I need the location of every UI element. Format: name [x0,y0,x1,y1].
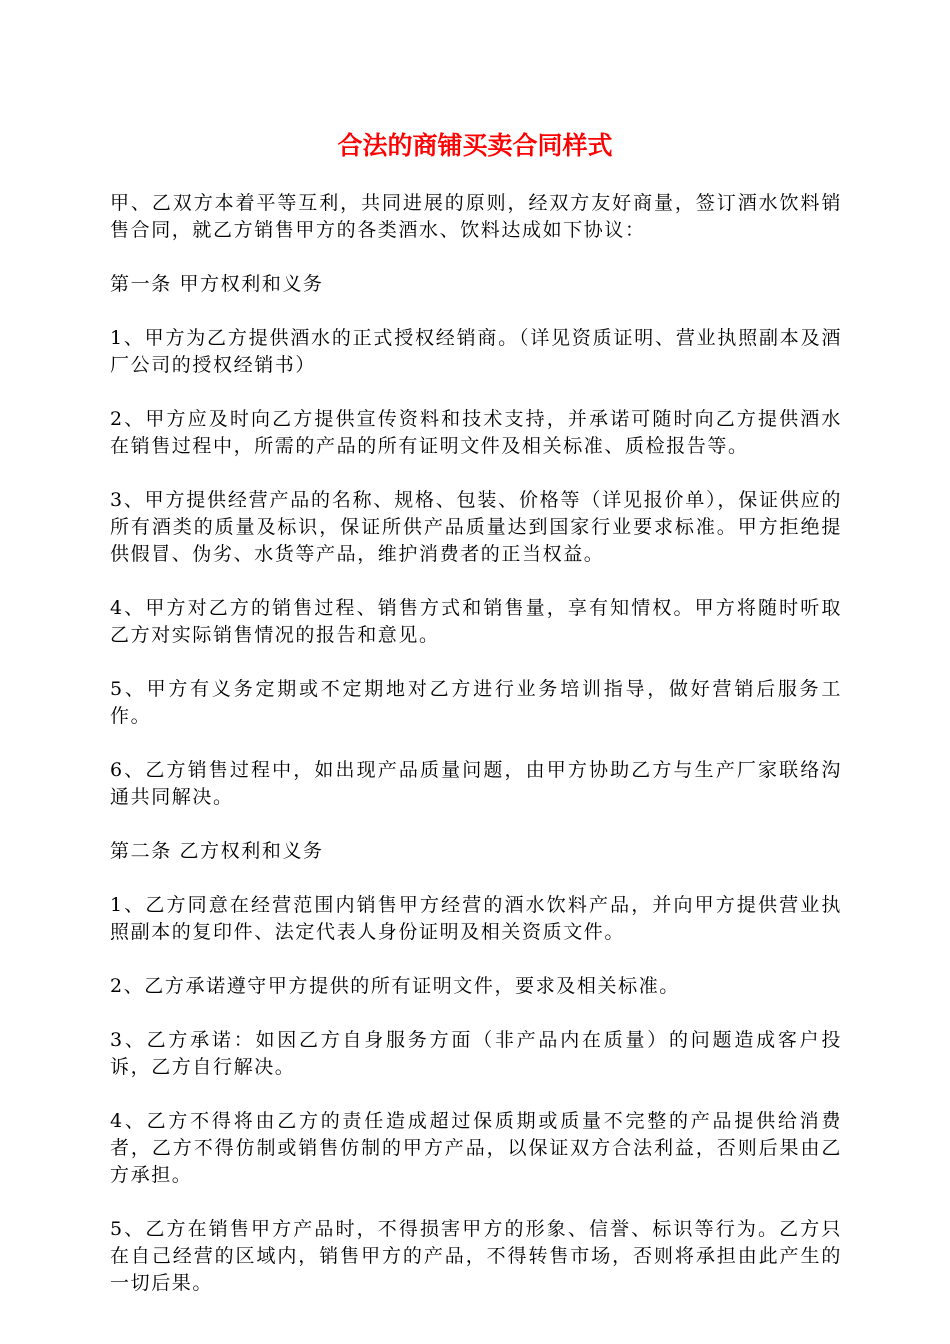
article-2-clause-3: 3、乙方承诺：如因乙方自身服务方面（非产品内在质量）的问题造成客户投诉，乙方自行解决。 [110,1029,842,1078]
article-2-clause-2: 2、乙方承诺遵守甲方提供的所有证明文件，要求及相关标准。 [110,975,680,997]
article-1-clause-2: 2、甲方应及时向乙方提供宣传资料和技术支持，并承诺可随时向乙方提供酒水在销售过程中，所需的产品的所有证明文件及相关标准、质检报告等。 [110,408,842,457]
article-1-clause-6: 6、乙方销售过程中，如出现产品质量问题，由甲方协助乙方与生产厂家联络沟通共同解决。 [110,759,842,808]
article-2-clause-5: 5、乙方在销售甲方产品时，不得损害甲方的形象、信誉、标识等行为。乙方只在自己经营的区域内，销售甲方的产品，不得转售市场，否则将承担由此产生的一切后果。 [110,1218,842,1294]
article-1-clause-5: 5、甲方有义务定期或不定期地对乙方进行业务培训指导，做好营销后服务工作。 [110,678,842,727]
intro-paragraph: 甲、乙双方本着平等互利，共同进展的原则，经双方友好商量，签订酒水饮料销售合同，就乙方销售甲方的各类酒水、饮料达成如下协议： [110,192,842,241]
document-title: 合法的商铺买卖合同样式 [337,131,613,160]
article-1-clause-3: 3、甲方提供经营产品的名称、规格、包装、价格等（详见报价单），保证供应的所有酒类的质量及标识，保证所供产品质量达到国家行业要求标准。甲方拒绝提供假冒、伪劣、水货等产品，维护消费者的正当权益。 [110,489,842,565]
document-body [110,190,842,1324]
article-2-heading: 第二条 乙方权利和义务 [110,840,324,862]
article-1-heading: 第一条 甲方权利和义务 [110,273,324,295]
article-1-clause-4: 4、甲方对乙方的销售过程、销售方式和销售量，享有知情权。甲方将随时听取乙方对实际销售情况的报告和意见。 [110,597,842,646]
article-2-clause-4: 4、乙方不得将由乙方的责任造成超过保质期或质量不完整的产品提供给消费者，乙方不得仿制或销售仿制的甲方产品，以保证双方合法利益，否则后果由乙方承担。 [110,1110,842,1186]
article-2-clause-1: 1、乙方同意在经营范围内销售甲方经营的酒水饮料产品，并向甲方提供营业执照副本的复印件、法定代表人身份证明及相关资质文件。 [110,894,842,943]
article-1-clause-1: 1、甲方为乙方提供酒水的正式授权经销商。（详见资质证明、营业执照副本及酒厂公司的授权经销书） [110,327,842,376]
